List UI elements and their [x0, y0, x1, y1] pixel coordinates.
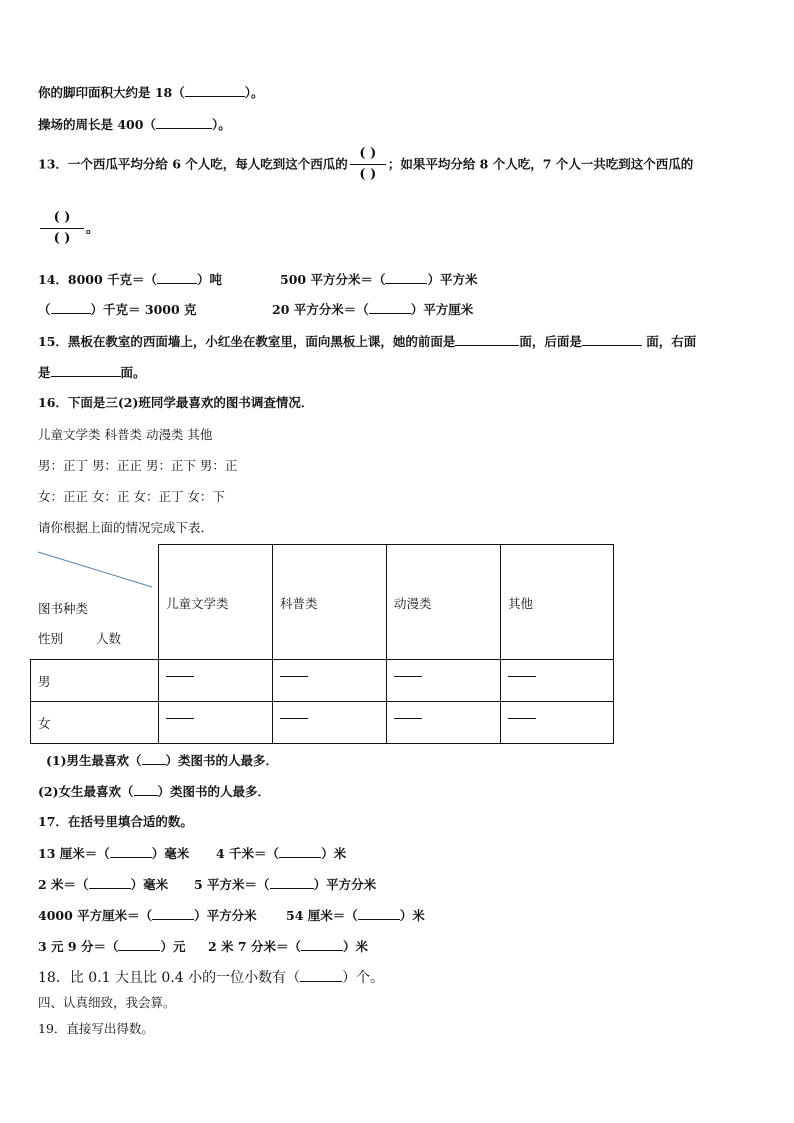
table-answer-cell[interactable] — [508, 718, 536, 719]
answer-blank[interactable] — [157, 271, 197, 284]
survey-table — [30, 544, 614, 744]
question-17-row2b: 5 平方米＝（ ）平方分米 — [194, 877, 377, 892]
answer-blank[interactable] — [300, 969, 342, 982]
header-childrens-literature: 儿童文学类 — [166, 596, 229, 611]
question-16-sub2: (2)女生最喜欢（ ）类图书的人最多． — [38, 784, 271, 799]
girls-tally-line: 女：正正 女：正 女：正丁 女：下 — [38, 489, 225, 504]
table-answer-cell[interactable] — [166, 676, 194, 677]
table-answer-cell[interactable] — [394, 676, 422, 677]
question-19: 19．直接写出得数。 — [38, 1021, 154, 1036]
table-answer-cell[interactable] — [280, 718, 308, 719]
answer-blank[interactable] — [301, 938, 343, 951]
header-popular-science: 科普类 — [280, 596, 318, 611]
fraction-answer[interactable]: $\frac{( )}{( )}$ — [350, 146, 386, 183]
header-comics: 动漫类 — [394, 596, 432, 611]
corner-label-count: 人数 — [96, 631, 122, 646]
answer-blank[interactable] — [582, 333, 642, 346]
answer-blank[interactable] — [270, 876, 314, 889]
question-16-title: 16．下面是三(2)班同学最喜欢的图书调查情况． — [38, 395, 314, 410]
question-17-row2: 2 米＝（ ）毫米 — [38, 877, 169, 892]
answer-blank[interactable] — [51, 301, 91, 314]
boys-tally-line: 男：正丁 男：正正 男：正下 男：正 — [38, 458, 238, 473]
table-answer-cell[interactable] — [166, 718, 194, 719]
question-17-row4b: 2 米 7 分米＝（ ）米 — [208, 939, 368, 954]
answer-blank[interactable] — [142, 752, 166, 765]
answer-blank[interactable] — [110, 845, 152, 858]
answer-blank[interactable] — [369, 301, 411, 314]
question-17-row3: 4000 平方厘米＝（ ）平方分米 — [38, 908, 257, 923]
footprint-line: 你的脚印面积大约是 18（ ）。 — [38, 85, 264, 100]
table-instruction: 请你根据上面的情况完成下表． — [38, 520, 214, 535]
fraction-answer[interactable]: $\frac{( )}{( )}$ — [40, 210, 84, 247]
question-18: 18．比 0.1 大且比 0.4 小的一位小数有（ ）个。 — [38, 970, 385, 986]
header-other: 其他 — [508, 596, 534, 611]
answer-blank[interactable] — [134, 783, 158, 796]
question-14-row1: 14．8000 千克＝（ ）吨 — [38, 272, 223, 287]
question-15-continued: 是 面。 — [38, 365, 146, 380]
answer-blank[interactable] — [385, 271, 427, 284]
question-17-row1b: 4 千米＝（ ）米 — [216, 846, 347, 861]
answer-blank[interactable] — [118, 938, 160, 951]
question-14-row2b: 20 平方分米＝（ ）平方厘米 — [272, 302, 474, 317]
row-label-girls: 女 — [38, 716, 51, 731]
answer-blank[interactable] — [89, 876, 131, 889]
question-16-sub1: (1)男生最喜欢（ ）类图书的人最多． — [46, 753, 279, 768]
corner-label-category: 图书种类 — [38, 601, 89, 616]
table-answer-cell[interactable] — [280, 676, 308, 677]
question-17-title: 17．在括号里填合适的数。 — [38, 814, 193, 829]
answer-blank[interactable] — [156, 116, 212, 129]
answer-blank[interactable] — [279, 845, 321, 858]
question-13: 13．一个西瓜平均分给 6 个人吃，每人吃到这个西瓜的 $\frac{( )}{( )}$ ；如果平均分给 8 个人吃，7 个人一共吃到这个西瓜的 — [38, 146, 694, 182]
question-13-continued: $\frac{( )}{( )}$ 。 — [38, 210, 99, 247]
answer-blank[interactable] — [455, 333, 519, 346]
question-17-row4: 3 元 9 分＝（ ）元 — [38, 939, 186, 954]
section-4-heading: 四、认真细致，我会算。 — [38, 995, 176, 1010]
question-14-row2: （ ）千克＝ 3000 克 — [38, 302, 197, 317]
answer-blank[interactable] — [152, 907, 194, 920]
question-17-row3b: 54 厘米＝（ ）米 — [286, 908, 425, 923]
playground-line: 操场的周长是 400（ ）。 — [38, 117, 231, 132]
question-17-row1: 13 厘米＝（ ）毫米 — [38, 846, 190, 861]
diagonal-header-line — [36, 550, 156, 590]
table-answer-cell[interactable] — [394, 718, 422, 719]
question-15: 15．黑板在教室的西面墙上，小红坐在教室里，面向黑板上课，她的前面是 面，后面是 面，右面 — [38, 334, 697, 349]
corner-label-gender: 性别 — [38, 631, 64, 646]
categories-line: 儿童文学类 科普类 动漫类 其他 — [38, 427, 213, 442]
answer-blank[interactable] — [185, 84, 245, 97]
answer-blank[interactable] — [358, 907, 400, 920]
table-answer-cell[interactable] — [508, 676, 536, 677]
answer-blank[interactable] — [51, 364, 121, 377]
row-label-boys: 男 — [38, 674, 51, 689]
question-14-row1b: 500 平方分米＝（ ）平方米 — [280, 272, 478, 287]
